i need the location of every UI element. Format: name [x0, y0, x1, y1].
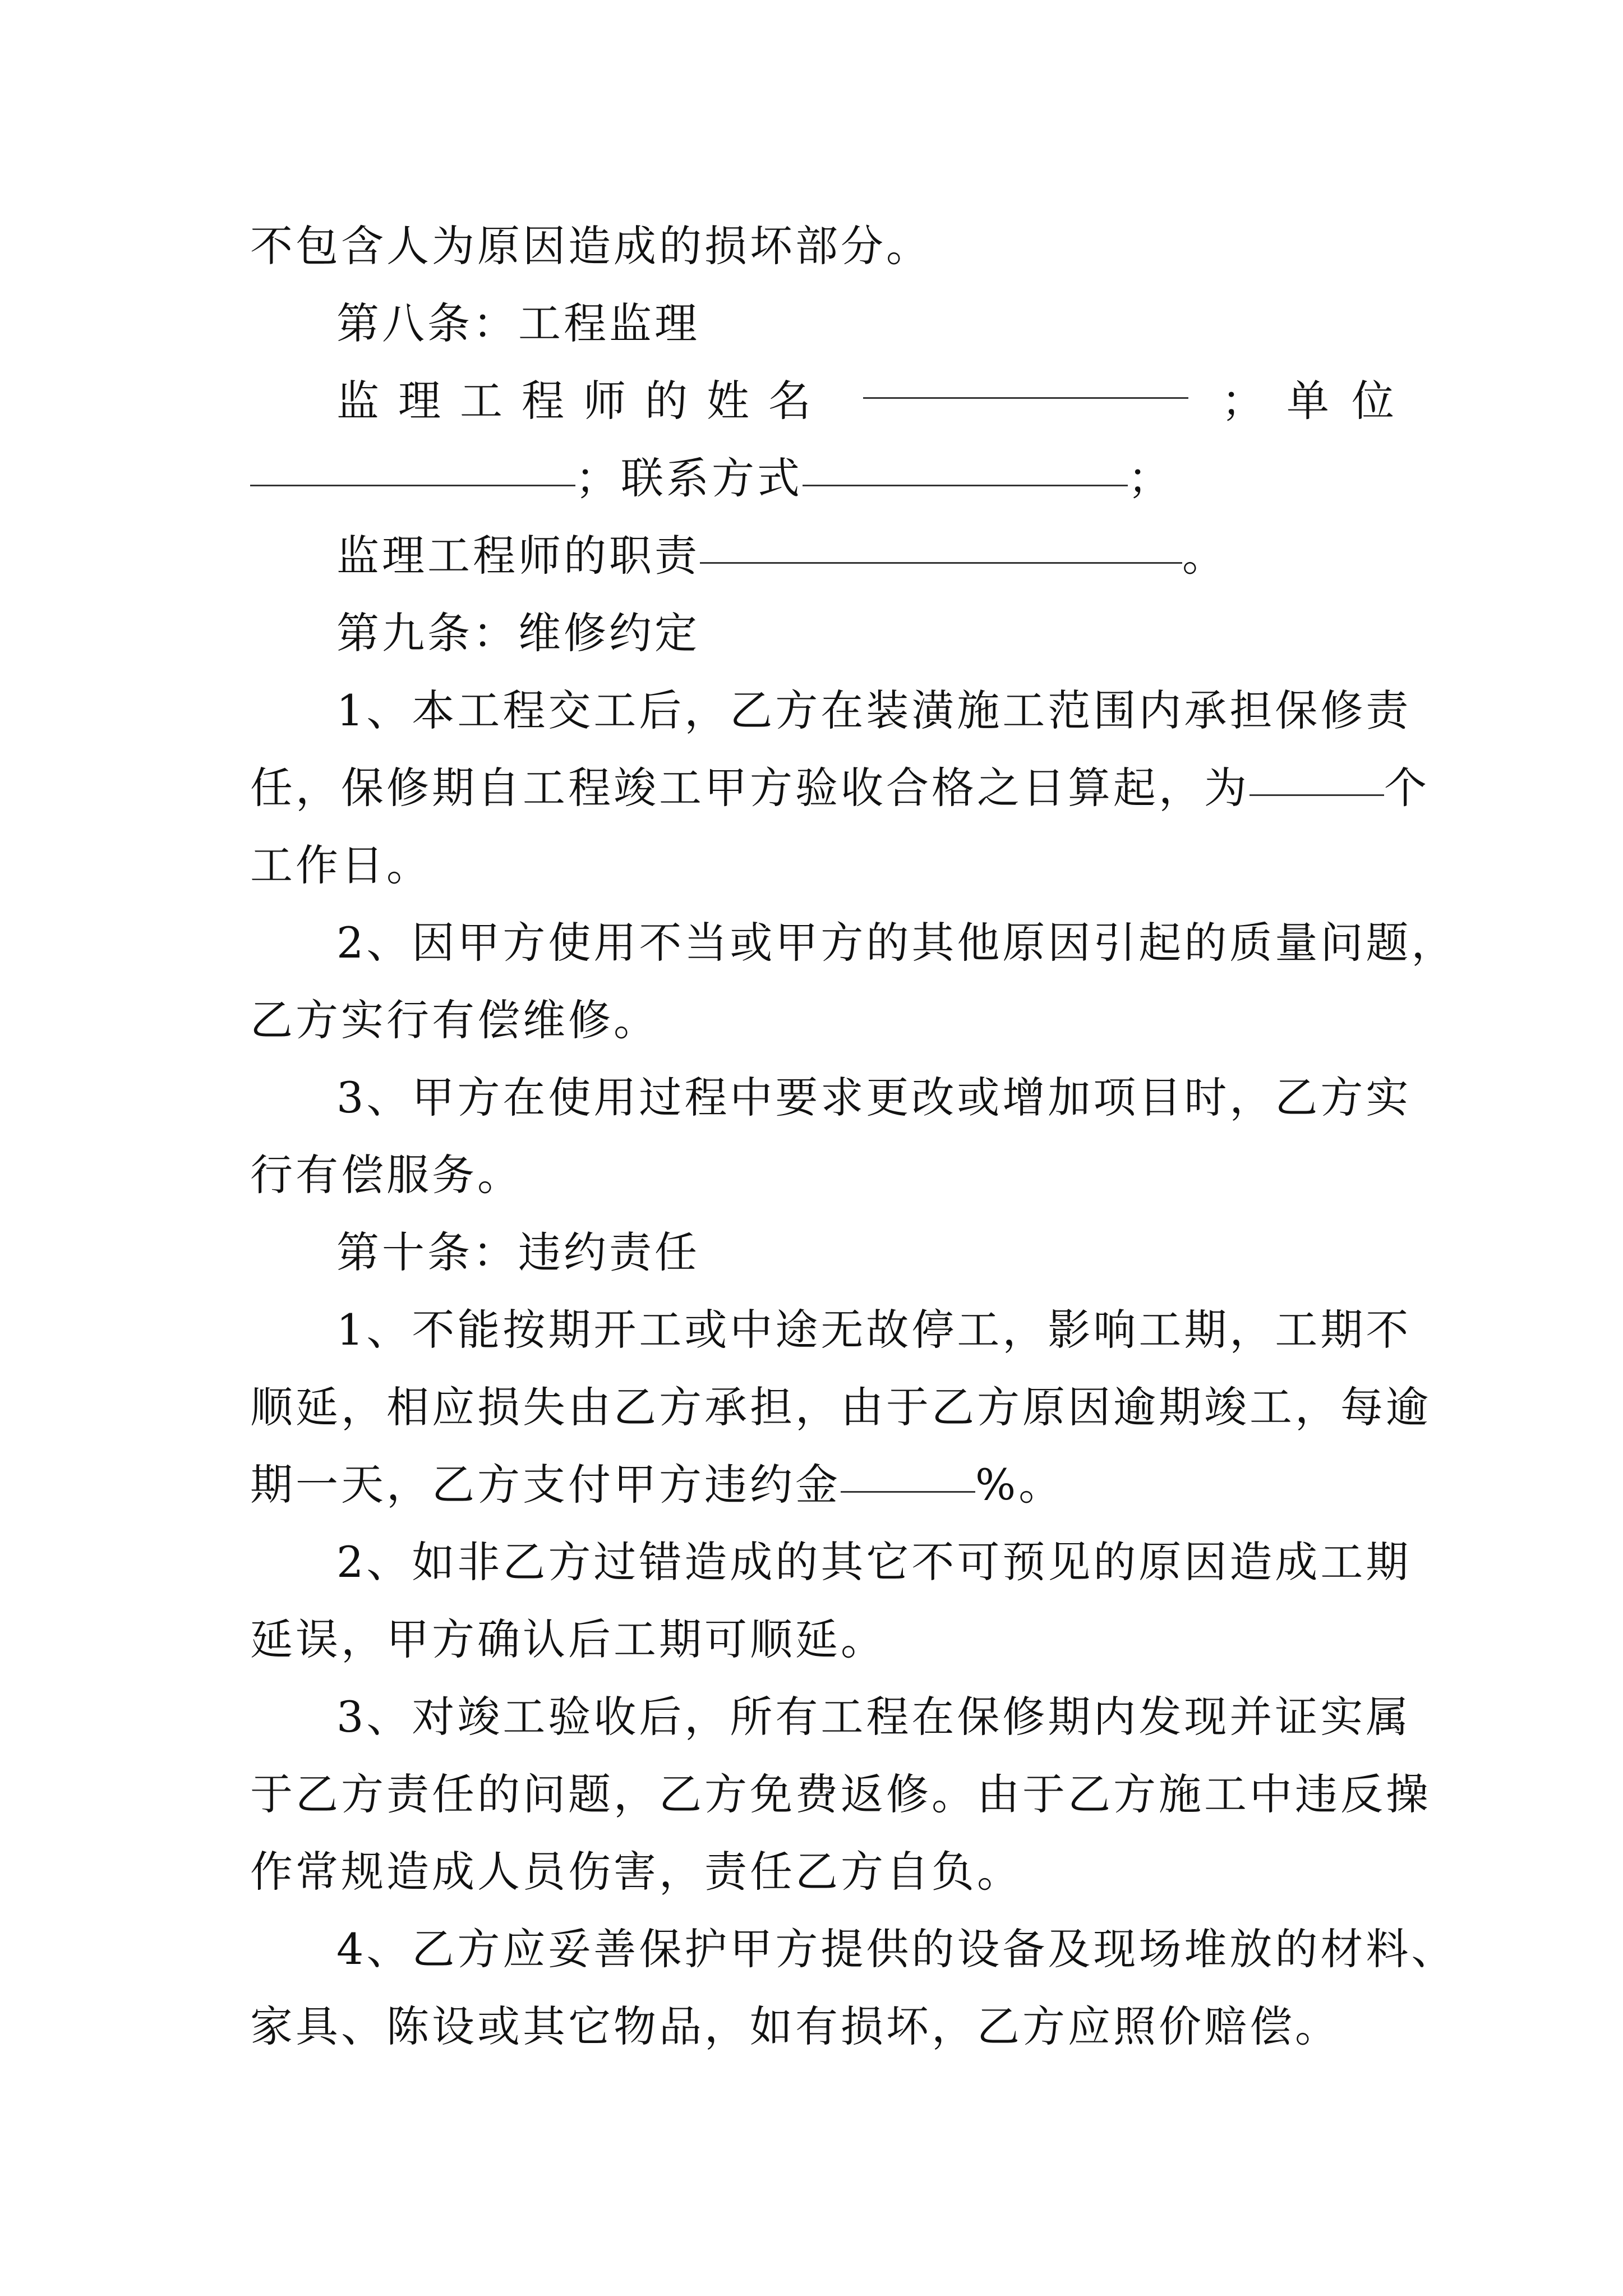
penalty-percent-blank[interactable] — [841, 1456, 975, 1493]
line-text: 作常规造成人员伤害，责任乙方自负。 — [250, 1847, 1022, 1897]
article-heading-8 — [250, 285, 1394, 362]
document-page — [250, 208, 1457, 2065]
text-line — [250, 1756, 1431, 1833]
text-line — [250, 1601, 1394, 1678]
heading-text: 第九条：维修约定 — [336, 608, 700, 658]
supervisor-name-label: 监理工程师的姓名 — [336, 376, 830, 426]
supervisor-duty-line — [250, 517, 1394, 595]
line-text-end: %。 — [975, 1460, 1064, 1510]
text-line — [250, 904, 1457, 982]
unit-label: ；单位 — [1221, 376, 1417, 426]
line-text: 延误，甲方确认后工期可顺延。 — [250, 1614, 886, 1664]
heading-text: 第十条：违约责任 — [336, 1227, 700, 1277]
line-text: 乙方实行有偿维修。 — [250, 995, 659, 1045]
line-text: 任，保修期自工程竣工甲方验收合格之日算起，为 — [250, 763, 1249, 813]
article-heading-10 — [250, 1214, 1394, 1291]
unit-blank[interactable] — [250, 450, 575, 486]
line-text: 2、如非乙方过错造成的其它不可预见的原因造成工期 — [336, 1537, 1412, 1587]
text-line — [250, 1137, 1394, 1214]
line-text: 1、本工程交工后，乙方在装潢施工范围内承担保修责 — [336, 685, 1412, 735]
text-line — [250, 1369, 1431, 1446]
line-text: 1、不能按期开工或中途无故停工，影响工期，工期不 — [336, 1305, 1412, 1355]
text-line — [250, 1988, 1394, 2065]
line-text: 顺延，相应损失由乙方承担，由于乙方原因逾期竣工，每逾 — [250, 1382, 1431, 1432]
penalty-line — [250, 1446, 1394, 1524]
line-text: 工作日。 — [250, 840, 432, 890]
line-text: 2、因甲方使用不当或甲方的其他原因引起的质量问题， — [336, 918, 1457, 968]
text-line — [250, 1524, 1412, 1601]
duty-label: 监理工程师的职责 — [336, 531, 700, 581]
line-text: 4、乙方应妥善保护甲方提供的设备及现场堆放的材料、 — [336, 1924, 1457, 1974]
line-text: 3、对竣工验收后，所有工程在保修期内发现并证实属 — [336, 1692, 1412, 1742]
contact-label: ；联系方式 — [575, 453, 803, 503]
warranty-period-line — [250, 749, 1430, 827]
text-line — [250, 1678, 1412, 1756]
duty-blank[interactable] — [700, 527, 1182, 564]
supervisor-name-line — [250, 362, 1417, 440]
contact-end: ； — [1128, 453, 1173, 503]
line-text: 不包含人为原因造成的损坏部分。 — [250, 221, 932, 271]
warranty-days-blank[interactable] — [1249, 760, 1384, 796]
text-line — [250, 672, 1412, 749]
text-line — [250, 1911, 1457, 1988]
text-line — [250, 1059, 1412, 1137]
text-line — [250, 982, 1394, 1059]
text-line — [250, 1291, 1412, 1369]
heading-text: 第八条：工程监理 — [336, 298, 700, 348]
line-text: 于乙方责任的问题，乙方免费返修。由于乙方施工中违反操 — [250, 1769, 1431, 1819]
duty-end: 。 — [1182, 531, 1228, 581]
text-line — [250, 827, 1394, 904]
text-line — [250, 208, 1394, 285]
supervisor-name-blank[interactable] — [863, 362, 1188, 399]
contact-blank[interactable] — [803, 450, 1128, 486]
line-text: 3、甲方在使用过程中要求更改或增加项目时，乙方实 — [336, 1073, 1412, 1122]
line-text: 行有偿服务。 — [250, 1150, 523, 1200]
unit-contact-line — [250, 440, 1394, 517]
line-text: 期一天，乙方支付甲方违约金 — [250, 1460, 841, 1510]
line-text: 家具、陈设或其它物品，如有损坏，乙方应照价赔偿。 — [250, 2001, 1340, 2051]
article-heading-9 — [250, 595, 1394, 672]
text-line — [250, 1833, 1394, 1911]
line-text-end: 个 — [1384, 763, 1430, 813]
